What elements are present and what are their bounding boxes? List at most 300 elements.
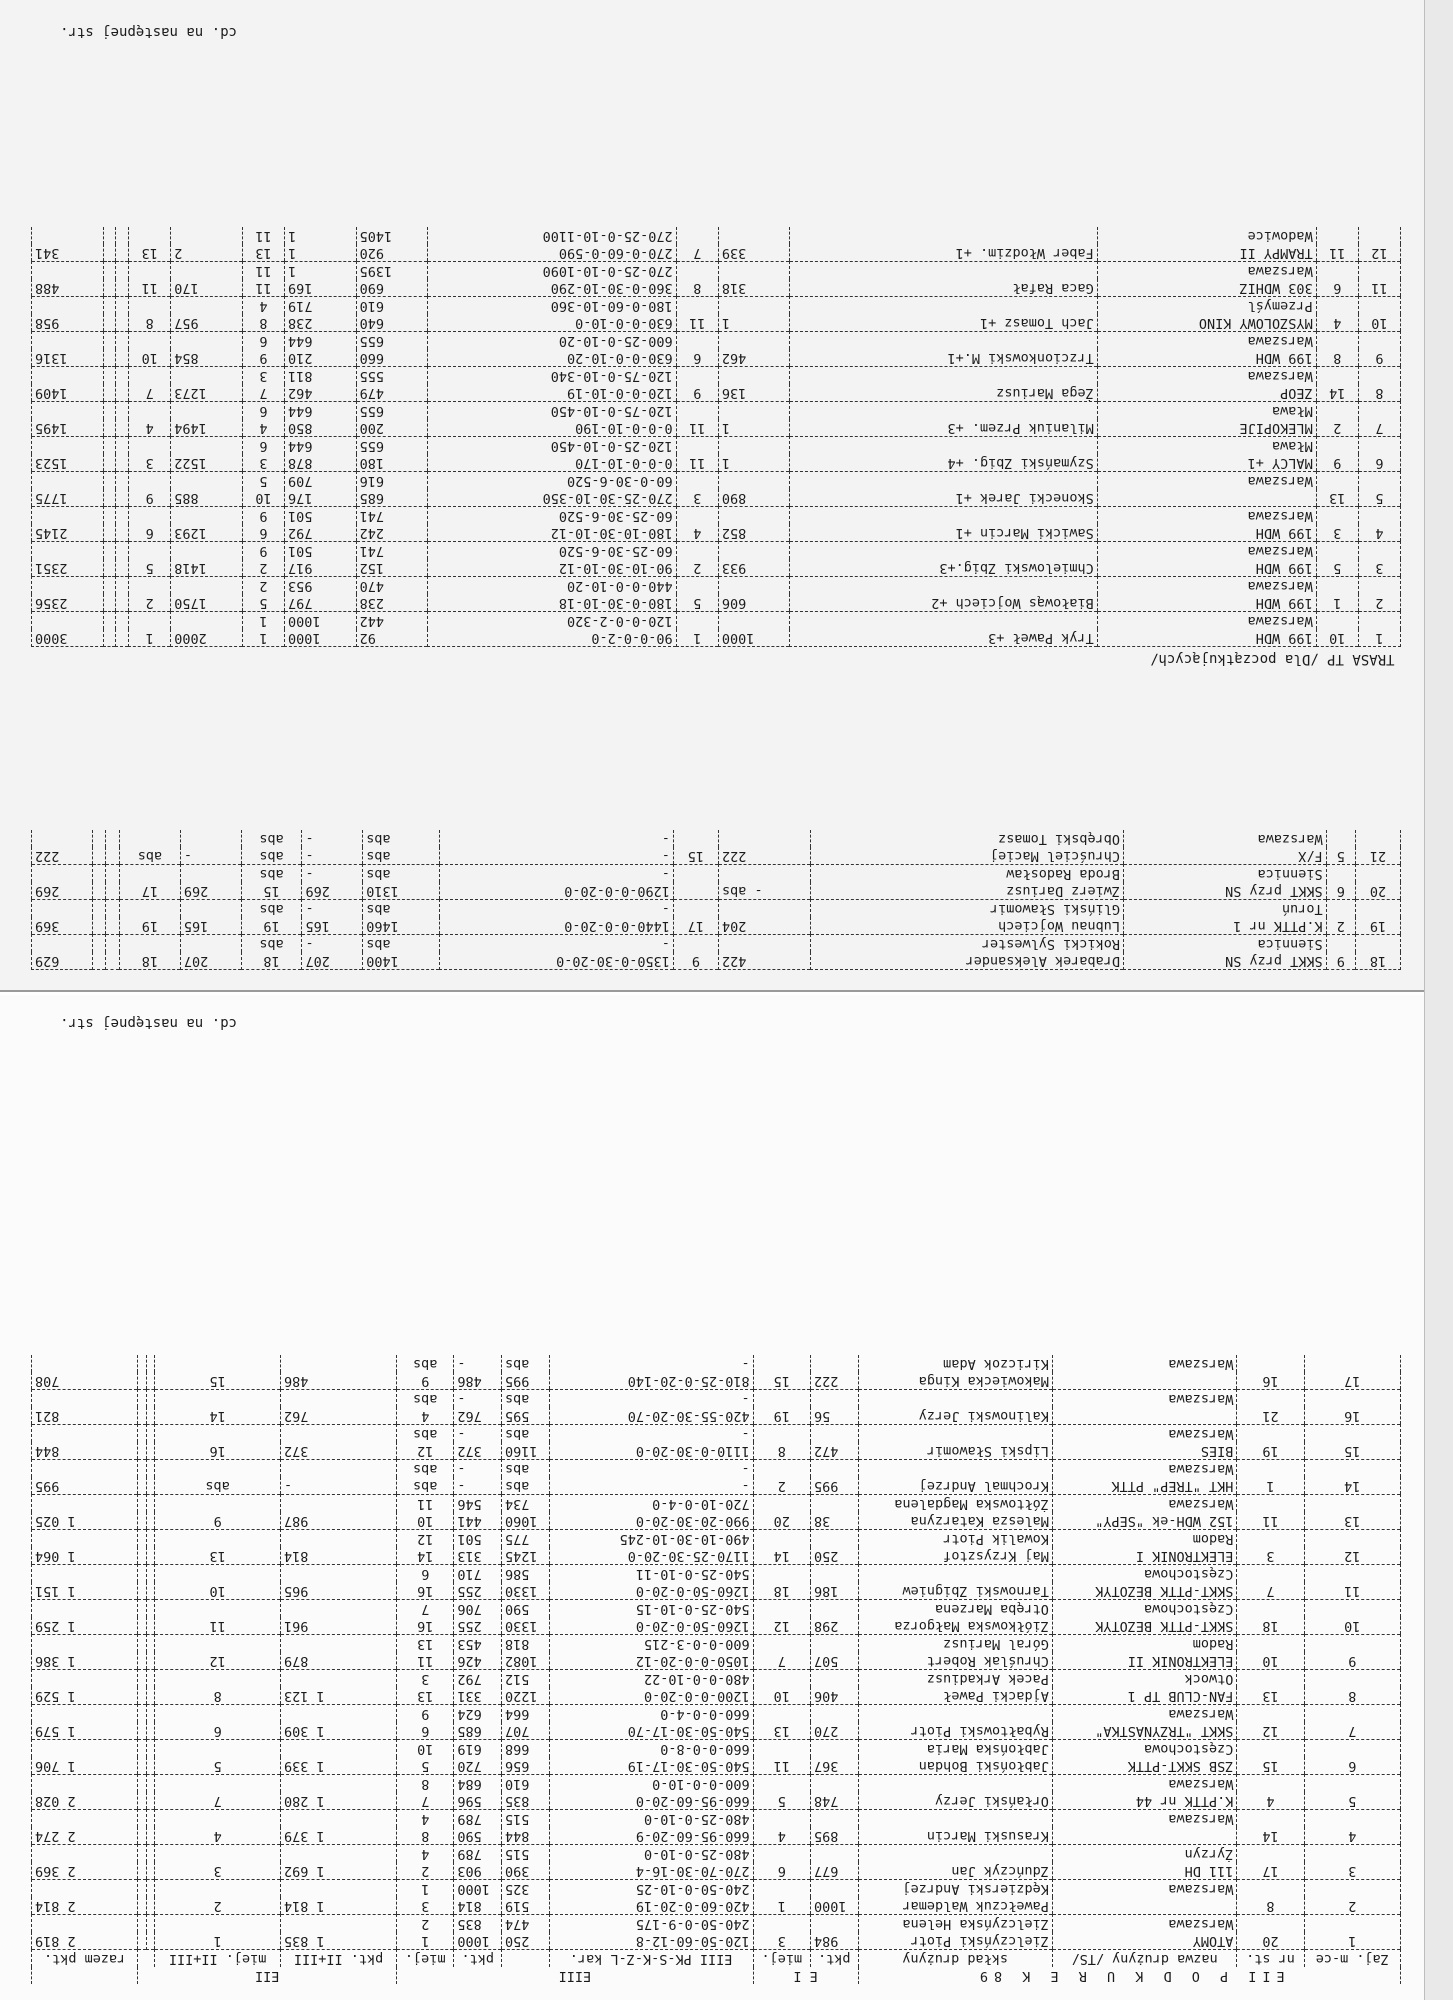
pkt2-cell: 1000 <box>454 1932 502 1950</box>
member2-cell: Kowalik Piotr <box>858 1530 1052 1548</box>
header-miej-sum: miej. II+III <box>155 1950 281 1968</box>
table-row <box>32 1827 1401 1845</box>
header-pkt-sum: pkt. II+III <box>281 1950 397 1968</box>
table-row-sub <box>32 1915 1401 1933</box>
miej2-cell: 16 <box>397 1617 454 1635</box>
kar-cell: 390 <box>501 1862 549 1880</box>
place-cell: 8 <box>1358 384 1400 402</box>
stage3-cell: 90-0-0-2-0 <box>428 629 676 647</box>
pkt2b-cell: 953 <box>285 577 357 595</box>
pkt-cell: 367 <box>810 1757 858 1775</box>
stage3b-cell: 270-25-0-10-1100 <box>428 227 676 244</box>
kar2-cell: abs <box>363 935 440 953</box>
member2-cell <box>858 1845 1052 1863</box>
table-body-tp <box>32 227 1401 647</box>
miej2-cell: 13 <box>397 1687 454 1705</box>
pkt-cell: 186 <box>810 1582 858 1600</box>
miej-cell: 11 <box>753 1757 810 1775</box>
miej2-cell: 2 <box>242 559 284 577</box>
nr-cell: 21 <box>1237 1407 1304 1425</box>
miej-sum-cell: 1 <box>155 1932 281 1950</box>
kar2-cell: 470 <box>356 577 428 595</box>
member2-cell: Żółtowska Magdalena <box>858 1495 1052 1513</box>
miej2b-cell: 11 <box>242 227 284 244</box>
header-place: Zaj. m-ce <box>1304 1950 1400 1968</box>
place-cell: 11 <box>1358 279 1400 297</box>
member2-cell <box>790 542 1097 560</box>
stage-sum-title: EII <box>138 1967 397 1984</box>
miej2b-cell: 12 <box>397 1530 454 1548</box>
nr-cell: 11 <box>1316 244 1358 262</box>
table-row <box>32 629 1401 647</box>
pkt-sum-cell: 885 <box>171 489 243 507</box>
member2-cell <box>790 227 1097 244</box>
pkt2-cell: 269 <box>302 882 363 900</box>
table-row-sub <box>32 1390 1401 1408</box>
results-sheet-lower <box>0 995 1425 2000</box>
miej-cell: 15 <box>753 1372 810 1390</box>
member2-cell <box>858 1390 1052 1408</box>
stage3b-cell: 60-25-30-6-520 <box>428 542 676 560</box>
member-cell: Pawełczuk Waldemar <box>858 1897 1052 1915</box>
header-members: skład drużyny <box>858 1950 1052 1968</box>
miej-cell <box>673 882 718 900</box>
city-cell: Warszawa <box>1052 1425 1237 1443</box>
pkt-cell: 1 <box>718 454 790 472</box>
miej-cell: 11 <box>676 454 718 472</box>
city-cell: Warszawa <box>1052 1880 1237 1898</box>
member-cell: Tryk Paweł +3 <box>790 629 1097 647</box>
table-row <box>32 559 1401 577</box>
member-cell: Orłański Jerzy <box>858 1792 1052 1810</box>
pkt2b-cell: 501 <box>285 507 357 525</box>
kar-cell: 1330 <box>501 1617 549 1635</box>
city-cell: Toruń <box>1124 900 1327 918</box>
nr-cell: 1 <box>1316 594 1358 612</box>
results-table-tp <box>31 227 1401 670</box>
table-row-sub <box>32 472 1401 490</box>
miej2b-cell: 2 <box>397 1915 454 1933</box>
table-body <box>32 1355 1401 1950</box>
kar2-cell: 741 <box>356 507 428 525</box>
miej-cell: 15 <box>673 847 718 865</box>
miej-sum-cell: abs <box>120 847 181 865</box>
table-row-sub <box>32 1670 1401 1688</box>
kar2-cell: abs <box>501 1425 549 1443</box>
kar-cell: 660 <box>356 349 428 367</box>
table-row-sub <box>32 830 1401 847</box>
results-table-podkurek <box>31 1355 1401 1984</box>
miej-cell: 11 <box>676 419 718 437</box>
city-cell: Warszawa <box>1097 332 1316 350</box>
team-cell: HKT "TREP" PTTK <box>1052 1477 1237 1495</box>
pkt2b-cell: 501 <box>454 1530 502 1548</box>
kar-cell: 1220 <box>501 1687 549 1705</box>
table-row <box>32 882 1401 900</box>
stage3b-cell: 240-50-0-10-25 <box>549 1880 753 1898</box>
miej2b-cell: 5 <box>242 472 284 490</box>
kar2-cell: 655 <box>356 402 428 420</box>
miej-sum-cell: 1 <box>129 629 171 647</box>
total-cell: 958 <box>32 314 104 332</box>
nr-cell: 10 <box>1316 629 1358 647</box>
kar2-cell: abs <box>501 1460 549 1478</box>
pkt-sum-cell: 854 <box>171 349 243 367</box>
miej-cell: 5 <box>753 1792 810 1810</box>
pkt-sum-cell: 987 <box>281 1512 397 1530</box>
city-cell: Warszawa <box>1097 612 1316 630</box>
pkt2b-cell: 1 <box>285 262 357 280</box>
team-cell: 303 WDHIZ <box>1097 279 1316 297</box>
nr-cell: 9 <box>1326 952 1355 970</box>
kar2-cell: 1405 <box>356 227 428 244</box>
city-cell: Warszawa <box>1097 542 1316 560</box>
stage3b-cell: 120-75-0-10-340 <box>428 367 676 385</box>
team-cell <box>1052 1372 1237 1390</box>
miej2-cell: 6 <box>397 1722 454 1740</box>
pkt-sum-cell: 1 339 <box>281 1757 397 1775</box>
pkt-cell: 250 <box>810 1547 858 1565</box>
stage3-cell: 1170-25-30-20-0 <box>549 1547 753 1565</box>
kar2-cell: abs <box>501 1355 549 1372</box>
miej2b-cell: 9 <box>242 542 284 560</box>
miej2-cell: 1 <box>242 629 284 647</box>
member2-cell <box>858 1460 1052 1478</box>
city-cell: Radom <box>1052 1530 1237 1548</box>
miej-sum-cell: 18 <box>120 952 181 970</box>
pkt2-cell: - <box>302 847 363 865</box>
stage3-cell: 270-0-60-0-590 <box>428 244 676 262</box>
pkt2b-cell: 644 <box>285 437 357 455</box>
stage3b-cell: 270-25-0-10-1090 <box>428 262 676 280</box>
member-cell: Malesza Katarzyna <box>858 1512 1052 1530</box>
city-cell: Radom <box>1052 1635 1237 1653</box>
kar2-cell: 668 <box>501 1740 549 1758</box>
header-miej: miej. <box>753 1950 810 1968</box>
pkt2-cell: 792 <box>285 524 357 542</box>
pkt2-cell: 850 <box>285 419 357 437</box>
pkt2b-cell: 684 <box>454 1775 502 1793</box>
kar2-cell: abs <box>363 900 440 918</box>
place-cell: 6 <box>1304 1757 1400 1775</box>
team-cell: 152 WDH-ek "SEPY" <box>1052 1512 1237 1530</box>
table-row <box>32 1932 1401 1950</box>
place-cell: 9 <box>1358 349 1400 367</box>
nr-cell: 3 <box>1316 524 1358 542</box>
pkt-sum-cell: 1 835 <box>281 1932 397 1950</box>
kar2-cell: 655 <box>356 437 428 455</box>
stage3-cell: 420-55-30-20-70 <box>549 1407 753 1425</box>
table-row <box>32 349 1401 367</box>
city-cell: Żyrzyn <box>1052 1845 1237 1863</box>
table-row-sub <box>32 262 1401 280</box>
pkt2b-cell: - <box>302 865 363 883</box>
miej-cell: 8 <box>753 1442 810 1460</box>
nr-cell: 10 <box>1237 1652 1304 1670</box>
member2-cell <box>790 612 1097 630</box>
miej-cell: 9 <box>676 384 718 402</box>
miej2b-cell: abs <box>397 1425 454 1443</box>
table-row-sub <box>32 1845 1401 1863</box>
miej2-cell: 9 <box>242 349 284 367</box>
kar-cell: 92 <box>356 629 428 647</box>
table-row-sub <box>32 1880 1401 1898</box>
table-row <box>32 917 1401 935</box>
miej2b-cell: 13 <box>397 1635 454 1653</box>
place-cell: 19 <box>1355 917 1400 935</box>
pkt-cell: 136 <box>718 384 790 402</box>
miej-sum-cell: 10 <box>155 1582 281 1600</box>
place-cell: 2 <box>1304 1897 1400 1915</box>
miej-sum-cell: 19 <box>120 917 181 935</box>
pkt-cell: 507 <box>810 1652 858 1670</box>
pkt2-cell: 255 <box>454 1582 502 1600</box>
pkt-sum-cell: 2000 <box>171 629 243 647</box>
miej-cell: 20 <box>753 1512 810 1530</box>
miej2-cell: 5 <box>397 1757 454 1775</box>
table-row-sub <box>32 1705 1401 1723</box>
miej-cell: 18 <box>753 1582 810 1600</box>
miej-sum-cell: 7 <box>155 1792 281 1810</box>
miej-sum-cell: 4 <box>155 1827 281 1845</box>
total-cell: 369 <box>32 917 93 935</box>
pkt2-cell: - <box>454 1477 502 1495</box>
miej2-cell: 12 <box>397 1442 454 1460</box>
pkt2b-cell: 710 <box>454 1565 502 1583</box>
kar2-cell: abs <box>501 1390 549 1408</box>
city-cell: Warszawa <box>1052 1355 1237 1372</box>
miej2-cell: 11 <box>242 279 284 297</box>
city-cell: Warszawa <box>1097 507 1316 525</box>
team-cell: ELEKTRONIK I <box>1052 1547 1237 1565</box>
city-cell: Warszawa <box>1052 1915 1237 1933</box>
kar2-cell: 655 <box>356 332 428 350</box>
miej-sum-cell: 6 <box>155 1722 281 1740</box>
city-cell: Warszawa <box>1097 472 1316 490</box>
miej2b-cell: 4 <box>242 297 284 315</box>
table-row-sub <box>32 1740 1401 1758</box>
pkt-cell: 606 <box>718 594 790 612</box>
miej-cell: 17 <box>673 917 718 935</box>
place-cell: 10 <box>1358 314 1400 332</box>
rotated-page-lower <box>0 995 1425 2000</box>
miej2b-cell: abs <box>241 900 302 918</box>
member-cell: Rybałtowski Piotr <box>858 1722 1052 1740</box>
pkt2-cell: 210 <box>285 349 357 367</box>
stage3b-cell: 660-0-0-8-0 <box>549 1740 753 1758</box>
stage3b-cell: - <box>439 830 673 847</box>
stage3-cell: 660-95-60-20-0 <box>549 1792 753 1810</box>
city-cell: Mława <box>1097 402 1316 420</box>
stage3-cell: 1440-0-0-20-0 <box>439 917 673 935</box>
member2-cell: Góral Mariusz <box>858 1635 1052 1653</box>
miej2-cell: 2 <box>397 1862 454 1880</box>
pkt2b-cell: 619 <box>454 1740 502 1758</box>
total-cell: 1316 <box>32 349 104 367</box>
stage3b-cell: 600-0-0-3-215 <box>549 1635 753 1653</box>
miej2-cell: 11 <box>397 1652 454 1670</box>
miej2-cell: 6 <box>242 524 284 542</box>
miej2b-cell: 4 <box>397 1845 454 1863</box>
pkt-cell: 222 <box>810 1372 858 1390</box>
kar2-cell: 610 <box>501 1775 549 1793</box>
city-cell: Siennica <box>1124 865 1327 883</box>
rotated-page-upper <box>0 0 1425 990</box>
miej-cell: 4 <box>753 1827 810 1845</box>
miej2b-cell: 6 <box>242 402 284 420</box>
nr-cell: 8 <box>1237 1897 1304 1915</box>
team-cell: SKKT "TRZYNASTKA" <box>1052 1722 1237 1740</box>
miej-cell: 2 <box>676 559 718 577</box>
kar-cell: 479 <box>356 384 428 402</box>
table-row-sub <box>32 577 1401 595</box>
total-cell: 269 <box>32 882 93 900</box>
table-row <box>32 489 1401 507</box>
team-cell: SKKT-PTTK BEZOTYK <box>1052 1582 1237 1600</box>
pkt-sum-cell: 961 <box>281 1617 397 1635</box>
nr-cell: 9 <box>1316 454 1358 472</box>
pkt-sum-cell: 1 309 <box>281 1722 397 1740</box>
miej2-cell: 16 <box>397 1582 454 1600</box>
nr-cell: 11 <box>1237 1512 1304 1530</box>
nr-cell: 4 <box>1237 1792 1304 1810</box>
stage3-cell: 0-0-0-10-190 <box>428 419 676 437</box>
team-cell <box>1097 489 1316 507</box>
member2-cell: Otręba Marzena <box>858 1600 1052 1618</box>
member-cell: Krochmal Andrzej <box>858 1477 1052 1495</box>
miej-cell: 13 <box>753 1722 810 1740</box>
pkt2b-cell: 706 <box>454 1600 502 1618</box>
stage3b-cell: 480-25-0-10-0 <box>549 1845 753 1863</box>
table-row-sub <box>32 612 1401 630</box>
pkt-sum-cell: 1293 <box>171 524 243 542</box>
nr-cell: 14 <box>1237 1827 1304 1845</box>
nr-cell: 3 <box>1237 1547 1304 1565</box>
team-cell: TRAMPY II <box>1097 244 1316 262</box>
miej-sum-cell: 15 <box>155 1372 281 1390</box>
pkt2b-cell: - <box>454 1355 502 1372</box>
pkt-cell: 895 <box>810 1827 858 1845</box>
miej2b-cell: abs <box>397 1460 454 1478</box>
miej2-cell: 7 <box>397 1792 454 1810</box>
table-row <box>32 1617 1401 1635</box>
pkt2-cell: 1 <box>285 244 357 262</box>
total-cell: 1 529 <box>32 1687 138 1705</box>
pkt-sum-cell: 372 <box>281 1442 397 1460</box>
table-row <box>32 847 1401 865</box>
pkt-sum-cell: 165 <box>180 917 241 935</box>
member2-cell: Zielczyńska Helena <box>858 1915 1052 1933</box>
total-cell: 1775 <box>32 489 104 507</box>
member2-cell <box>790 367 1097 385</box>
pkt2-cell: 1000 <box>285 629 357 647</box>
header-miej2: miej. <box>397 1950 454 1968</box>
kar-cell: 685 <box>356 489 428 507</box>
member-cell: Tarnowski Zbigniew <box>858 1582 1052 1600</box>
member-cell: Ajdacki Paweł <box>858 1687 1052 1705</box>
stage3b-cell: 720-10-0-4-0 <box>549 1495 753 1513</box>
place-cell: 5 <box>1358 489 1400 507</box>
member-cell: Faber Włodzim. +1 <box>790 244 1097 262</box>
place-cell: 20 <box>1355 882 1400 900</box>
total-cell: 2 814 <box>32 1897 138 1915</box>
kar2-cell: 664 <box>501 1705 549 1723</box>
team-cell: K.PTTK nr 1 <box>1124 917 1327 935</box>
city-cell: Częstochowa <box>1052 1600 1237 1618</box>
miej-sum-cell: 2 <box>155 1897 281 1915</box>
pkt-cell: 204 <box>718 917 810 935</box>
kar2-cell: 775 <box>501 1530 549 1548</box>
miej2-cell: 9 <box>397 1372 454 1390</box>
place-cell: 4 <box>1358 524 1400 542</box>
kar-cell: 656 <box>501 1757 549 1775</box>
miej2b-cell: 8 <box>397 1775 454 1793</box>
pkt-sum-cell: 1522 <box>171 454 243 472</box>
place-cell: 7 <box>1304 1722 1400 1740</box>
stage3b-cell: 180-0-60-10-360 <box>428 297 676 315</box>
city-cell: Częstochowa <box>1052 1740 1237 1758</box>
pkt2b-cell: - <box>454 1390 502 1408</box>
miej-cell: 11 <box>676 314 718 332</box>
miej-sum-cell: 5 <box>155 1757 281 1775</box>
table-row-sub <box>32 507 1401 525</box>
miej-cell: 12 <box>753 1617 810 1635</box>
miej2b-cell: 9 <box>397 1705 454 1723</box>
miej2b-cell: 3 <box>397 1670 454 1688</box>
member-cell: Sawicki Marcin +1 <box>790 524 1097 542</box>
member-cell: Makowiecka Kinga <box>858 1372 1052 1390</box>
table-row-sub <box>32 1565 1401 1583</box>
kar-cell: 180 <box>356 454 428 472</box>
miej-sum-cell: abs <box>155 1477 281 1495</box>
pkt-cell: - abs <box>718 882 810 900</box>
kar-cell: abs <box>501 1477 549 1495</box>
header-e3: EIII PK-S-K-Z-L kar. <box>549 1950 753 1968</box>
table-row <box>32 1372 1401 1390</box>
city-cell: Warszawa <box>1097 367 1316 385</box>
miej-sum-cell: 11 <box>155 1617 281 1635</box>
place-cell: 10 <box>1304 1617 1400 1635</box>
place-cell: 12 <box>1304 1547 1400 1565</box>
total-cell: 1 259 <box>32 1617 138 1635</box>
table-row <box>32 1547 1401 1565</box>
kar2-cell: 515 <box>501 1845 549 1863</box>
city-cell: Siennica <box>1124 935 1327 953</box>
miej-cell: 14 <box>753 1547 810 1565</box>
pkt2-cell: 462 <box>285 384 357 402</box>
team-cell: MLEKOPIJE <box>1097 419 1316 437</box>
member-cell: Trzcionkowski M.+1 <box>790 349 1097 367</box>
team-cell: BIES <box>1052 1442 1237 1460</box>
table-header-row <box>32 1950 1401 1968</box>
stage1-title: E I <box>753 1967 858 1984</box>
miej-sum-cell: 13 <box>129 244 171 262</box>
city-cell: Warszawa <box>1052 1460 1237 1478</box>
miej2b-cell: 11 <box>397 1495 454 1513</box>
stage3-cell: 1110-0-30-20-0 <box>549 1442 753 1460</box>
miej2b-cell: abs <box>241 830 302 847</box>
table-row <box>32 1757 1401 1775</box>
kar2-cell: 586 <box>501 1565 549 1583</box>
member2-cell <box>790 437 1097 455</box>
member-cell: Milaniuk Przem. +3 <box>790 419 1097 437</box>
total-cell: 1 706 <box>32 1757 138 1775</box>
pkt-cell: 1000 <box>718 629 790 647</box>
kar2-cell: 442 <box>356 612 428 630</box>
table-row-sub <box>32 227 1401 244</box>
stage3-cell: 1200-0-0-20-0 <box>549 1687 753 1705</box>
pkt2-cell: 903 <box>454 1862 502 1880</box>
